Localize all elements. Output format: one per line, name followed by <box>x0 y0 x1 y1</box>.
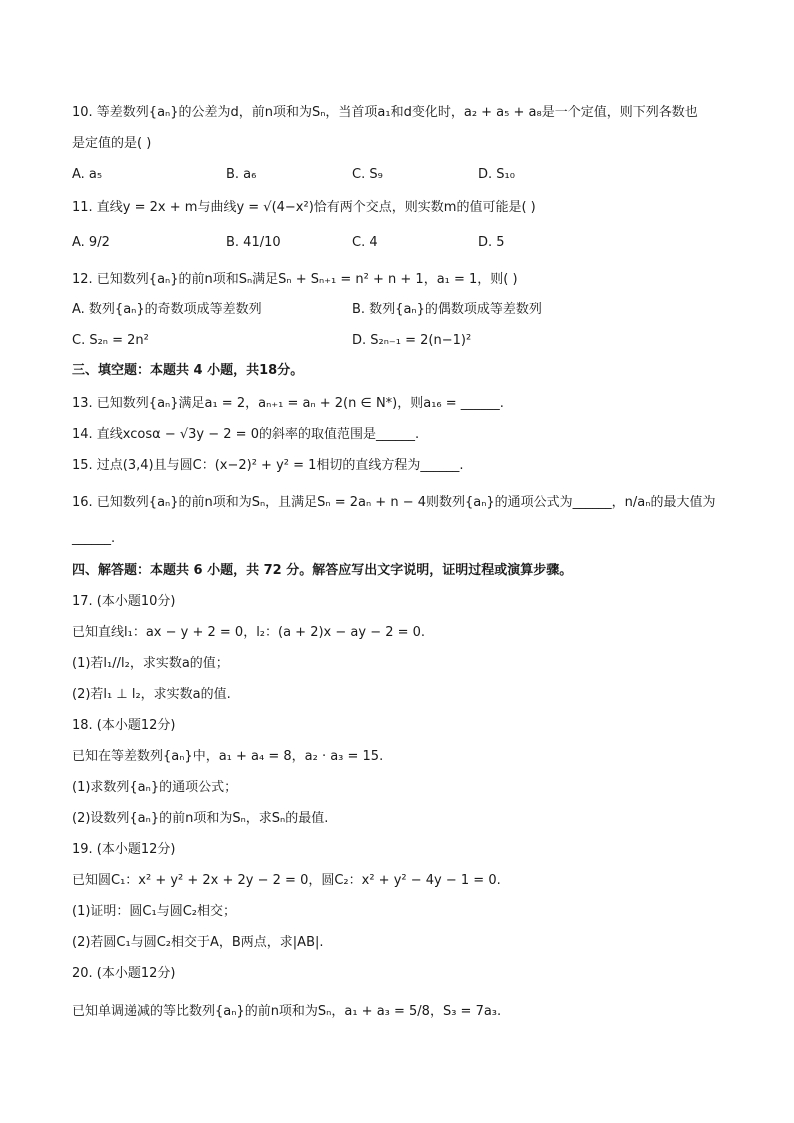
q12-option-c: C. S₂ₙ = 2n² <box>72 333 149 348</box>
q11-option-a: A. 9/2 <box>72 235 110 250</box>
q11-option-b: B. 41/10 <box>226 235 281 250</box>
q17-heading: 17. (本小题10分) <box>72 594 176 609</box>
q16-stem-line2: ______. <box>72 531 116 546</box>
q20-heading: 20. (本小题12分) <box>72 966 176 981</box>
q17-stem: 已知直线l₁：ax − y + 2 = 0，l₂：(a + 2)x − ay − 2 = 0. <box>72 625 426 640</box>
q11-option-d: D. 5 <box>478 235 505 250</box>
q14-stem: 14. 直线xcosα − √3y − 2 = 0的斜率的取值范围是______. <box>72 427 420 442</box>
q13-stem: 13. 已知数列{aₙ}满足a₁ = 2，aₙ₊₁ = aₙ + 2(n ∈ N*)，则a₁₆ = ______. <box>72 396 504 411</box>
q10-stem-line1: 10. 等差数列{aₙ}的公差为d，前n项和为Sₙ，当首项a₁和d变化时，a₂ + a₅ + a₈是一个定值，则下列各数也 <box>72 105 698 120</box>
q19-part-2: (2)若圆C₁与圆C₂相交于A，B两点，求|AB|. <box>72 935 324 950</box>
q12-option-b: B. 数列{aₙ}的偶数项成等差数列 <box>352 302 542 317</box>
q16-stem-line1: 16. 已知数列{aₙ}的前n项和为Sₙ，且满足Sₙ = 2aₙ + n − 4则数列{aₙ}的通项公式为______，n/aₙ的最大值为 <box>72 495 716 510</box>
q15-stem: 15. 过点(3,4)且与圆C：(x−2)² + y² = 1相切的直线方程为______. <box>72 458 464 473</box>
q10-option-d: D. S₁₀ <box>478 167 515 182</box>
q19-heading: 19. (本小题12分) <box>72 842 176 857</box>
section-4-heading: 四、解答题：本题共 6 小题，共 72 分。解答应写出文字说明，证明过程或演算步骤。 <box>72 563 573 578</box>
q10-option-c: C. S₉ <box>352 167 383 182</box>
q11-stem: 11. 直线y = 2x + m与曲线y = √(4−x²)恰有两个交点，则实数m的值可能是( ) <box>72 200 536 215</box>
q10-option-b: B. a₆ <box>226 167 257 182</box>
q18-part-2: (2)设数列{aₙ}的前n项和为Sₙ，求Sₙ的最值. <box>72 811 329 826</box>
q10-option-a: A. a₅ <box>72 167 103 182</box>
q18-stem: 已知在等差数列{aₙ}中，a₁ + a₄ = 8，a₂ · a₃ = 15. <box>72 749 384 764</box>
q12-option-a: A. 数列{aₙ}的奇数项成等差数列 <box>72 302 262 317</box>
q17-part-2: (2)若l₁ ⊥ l₂，求实数a的值. <box>72 687 231 702</box>
q11-option-c: C. 4 <box>352 235 378 250</box>
q19-part-1: (1)证明：圆C₁与圆C₂相交； <box>72 904 236 919</box>
q17-part-1: (1)若l₁//l₂，求实数a的值； <box>72 656 229 671</box>
q19-stem: 已知圆C₁：x² + y² + 2x + 2y − 2 = 0，圆C₂：x² + y² − 4y − 1 = 0. <box>72 873 501 888</box>
q12-stem: 12. 已知数列{aₙ}的前n项和Sₙ满足Sₙ + Sₙ₊₁ = n² + n + 1，a₁ = 1，则( ) <box>72 272 518 287</box>
q10-stem-line2: 是定值的是( ) <box>72 136 152 151</box>
q18-part-1: (1)求数列{aₙ}的通项公式； <box>72 780 238 795</box>
q20-stem: 已知单调递减的等比数列{aₙ}的前n项和为Sₙ，a₁ + a₃ = 5/8，S₃ = 7a₃. <box>72 1004 502 1019</box>
q18-heading: 18. (本小题12分) <box>72 718 176 733</box>
q12-option-d: D. S₂ₙ₋₁ = 2(n−1)² <box>352 333 472 348</box>
section-3-heading: 三、填空题：本题共 4 小题，共18分。 <box>72 363 304 378</box>
